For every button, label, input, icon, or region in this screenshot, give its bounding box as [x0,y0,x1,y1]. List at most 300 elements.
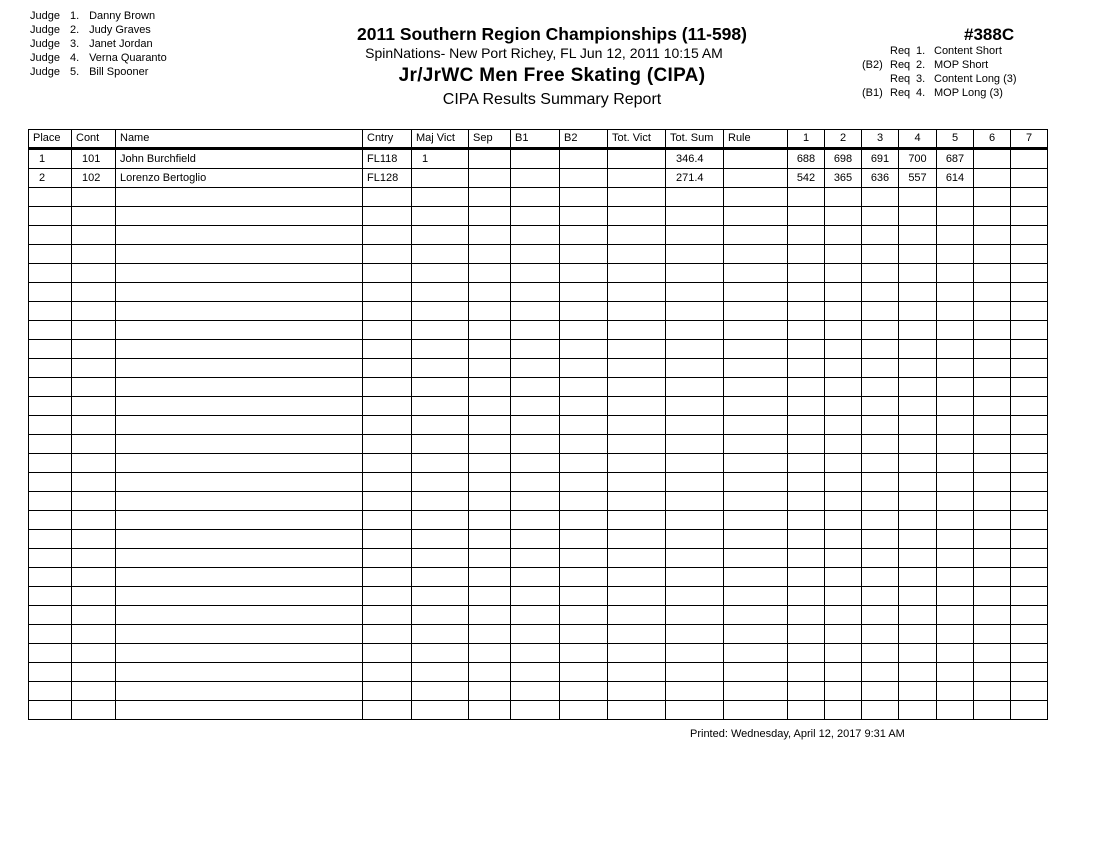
table-row-empty [29,226,1048,245]
cell-empty [608,321,666,340]
cell-empty [724,283,788,302]
cell-empty [72,264,116,283]
cell-empty [511,606,560,625]
cell-empty [974,606,1011,625]
cell-empty [862,359,899,378]
cell-empty [724,378,788,397]
table-row-empty [29,188,1048,207]
cell-empty [937,302,974,321]
cell-empty [666,663,724,682]
cell-empty [825,454,862,473]
cell-judge-1: 542 [788,169,825,188]
cell-empty [469,359,511,378]
cell-empty [412,511,469,530]
cell-empty [974,340,1011,359]
cell-empty [899,188,937,207]
cell-empty [116,397,363,416]
cell-empty [788,549,825,568]
cell-empty [724,644,788,663]
cell-empty [29,435,72,454]
cell-empty [937,549,974,568]
cell-empty [788,625,825,644]
cell-empty [937,473,974,492]
cell-empty [825,264,862,283]
cell-empty [974,663,1011,682]
cell-empty [862,416,899,435]
cell-empty [29,207,72,226]
cell-b2 [560,149,608,169]
cell-empty [937,625,974,644]
cell-empty [666,340,724,359]
cell-empty [899,473,937,492]
cell-empty [974,378,1011,397]
cell-empty [560,321,608,340]
cell-empty [666,549,724,568]
cell-empty [666,397,724,416]
cell-empty [412,587,469,606]
table-row-empty [29,264,1048,283]
cell-empty [363,416,412,435]
competition-title: 2011 Southern Region Championships (11-598) [357,24,747,44]
cell-empty [788,644,825,663]
cell-empty [72,321,116,340]
cell-empty [862,226,899,245]
table-row-empty [29,397,1048,416]
cell-empty [937,663,974,682]
cell-empty [937,568,974,587]
cell-empty [608,568,666,587]
cell-empty [469,397,511,416]
cell-empty [666,492,724,511]
cell-empty [825,435,862,454]
cell-empty [116,283,363,302]
cell-empty [469,188,511,207]
cell-empty [974,416,1011,435]
cell-empty [825,226,862,245]
cell-empty [825,682,862,701]
table-row-empty [29,587,1048,606]
cell-place: 1 [29,149,72,169]
cell-empty [608,606,666,625]
cell-empty [937,587,974,606]
results-table [28,129,1048,720]
cell-empty [724,359,788,378]
cell-empty [469,416,511,435]
cell-empty [363,188,412,207]
cell-empty [511,701,560,720]
col-header-b2: B2 [560,130,608,149]
cell-empty [608,435,666,454]
cell-judge-3: 691 [862,149,899,169]
cell-empty [937,530,974,549]
cell-empty [1011,207,1048,226]
table-row [29,149,1048,169]
col-header-judge-1: 1 [788,130,825,149]
cell-empty [511,321,560,340]
cell-empty [72,682,116,701]
cell-empty [116,473,363,492]
cell-empty [1011,701,1048,720]
cell-empty [29,378,72,397]
col-header-judge-6: 6 [974,130,1011,149]
cell-empty [788,207,825,226]
cell-empty [608,226,666,245]
cell-empty [560,359,608,378]
cell-empty [937,226,974,245]
table-row-empty [29,283,1048,302]
cell-empty [363,492,412,511]
cell-empty [116,587,363,606]
cell-empty [862,530,899,549]
table-row-empty [29,625,1048,644]
cell-b2 [560,169,608,188]
cell-empty [560,435,608,454]
cell-empty [116,568,363,587]
cell-empty [560,587,608,606]
cell-empty [974,530,1011,549]
cell-empty [788,283,825,302]
cell-empty [974,682,1011,701]
cell-empty [72,492,116,511]
table-row-empty [29,245,1048,264]
cell-empty [560,701,608,720]
cell-empty [825,340,862,359]
cell-sep [469,149,511,169]
cell-empty [899,568,937,587]
cell-empty [724,682,788,701]
cell-empty [899,530,937,549]
cell-empty [1011,283,1048,302]
cell-empty [116,435,363,454]
cell-empty [974,226,1011,245]
judge-entry: Judge 1. Danny Brown [30,10,156,22]
cell-empty [862,245,899,264]
col-header-rule: Rule [724,130,788,149]
cell-empty [72,359,116,378]
cell-empty [560,378,608,397]
cell-empty [469,473,511,492]
cell-empty [363,321,412,340]
cell-empty [511,207,560,226]
cell-empty [862,207,899,226]
cell-empty [937,264,974,283]
cell-empty [116,454,363,473]
cell-empty [560,340,608,359]
cell-empty [724,511,788,530]
cell-empty [412,606,469,625]
cell-empty [937,701,974,720]
cell-empty [1011,264,1048,283]
cell-empty [666,625,724,644]
cell-empty [788,397,825,416]
cell-empty [788,302,825,321]
col-header-judge-7: 7 [1011,130,1048,149]
cell-empty [412,568,469,587]
cell-empty [724,568,788,587]
printed-timestamp: Printed: Wednesday, April 12, 2017 9:31 AM [690,728,905,740]
cell-empty [511,226,560,245]
cell-empty [724,454,788,473]
col-header-tot-sum: Tot. Sum [666,130,724,149]
cell-empty [666,188,724,207]
cell-empty [1011,663,1048,682]
cell-empty [788,245,825,264]
cell-empty [560,245,608,264]
cell-empty [974,701,1011,720]
cell-empty [72,606,116,625]
cell-empty [560,625,608,644]
cell-empty [469,492,511,511]
cell-place: 2 [29,169,72,188]
cell-empty [116,549,363,568]
cell-empty [29,397,72,416]
cell-empty [899,454,937,473]
cell-empty [862,397,899,416]
cell-empty [666,682,724,701]
cell-empty [862,473,899,492]
cell-empty [1011,587,1048,606]
col-header-judge-5: 5 [937,130,974,149]
cell-empty [666,245,724,264]
cell-empty [937,207,974,226]
cell-empty [511,587,560,606]
cell-empty [511,625,560,644]
cell-empty [666,378,724,397]
cell-empty [412,625,469,644]
cell-empty [363,378,412,397]
cell-empty [788,568,825,587]
cell-empty [724,435,788,454]
cell-empty [862,454,899,473]
cell-empty [116,530,363,549]
cell-empty [560,492,608,511]
cell-empty [29,321,72,340]
cell-empty [1011,435,1048,454]
cell-empty [937,283,974,302]
cell-empty [608,378,666,397]
cell-empty [29,264,72,283]
cell-empty [72,340,116,359]
cell-empty [788,378,825,397]
cell-empty [412,378,469,397]
cell-empty [511,473,560,492]
cell-empty [363,549,412,568]
cell-empty [560,226,608,245]
cell-empty [974,245,1011,264]
cell-cntry: FL128 [363,169,412,188]
event-title: Jr/JrWC Men Free Skating (CIPA) [398,65,706,86]
cell-empty [511,682,560,701]
cell-empty [560,302,608,321]
cell-empty [974,549,1011,568]
cell-empty [825,473,862,492]
cell-empty [899,625,937,644]
cell-empty [469,454,511,473]
cell-empty [412,245,469,264]
cell-empty [1011,644,1048,663]
cell-empty [412,644,469,663]
cell-empty [29,340,72,359]
table-row-empty [29,549,1048,568]
cell-empty [560,264,608,283]
cell-empty [560,454,608,473]
cell-empty [825,644,862,663]
cell-empty [724,207,788,226]
cell-empty [937,188,974,207]
cell-empty [511,663,560,682]
cell-empty [825,701,862,720]
cell-empty [862,644,899,663]
judge-entry: Judge 3. Janet Jordan [30,38,153,50]
cell-empty [788,454,825,473]
cell-empty [29,587,72,606]
cell-empty [560,188,608,207]
cell-judge-4: 557 [899,169,937,188]
cell-empty [825,625,862,644]
cell-empty [862,663,899,682]
cell-empty [560,530,608,549]
cell-empty [608,511,666,530]
cell-empty [974,644,1011,663]
cell-empty [1011,416,1048,435]
cell-empty [72,188,116,207]
cell-empty [788,606,825,625]
cell-empty [412,188,469,207]
cell-empty [116,359,363,378]
cell-empty [899,682,937,701]
cell-empty [825,378,862,397]
cell-empty [560,473,608,492]
cell-empty [469,378,511,397]
table-row-empty [29,378,1048,397]
cell-empty [1011,188,1048,207]
cell-empty [724,397,788,416]
cell-empty [788,435,825,454]
cell-empty [363,530,412,549]
cell-empty [412,302,469,321]
cell-empty [974,435,1011,454]
cell-empty [666,530,724,549]
cell-tot-sum: 271.4 [666,169,724,188]
cell-empty [825,587,862,606]
cell-empty [363,473,412,492]
cell-empty [899,492,937,511]
col-header-judge-3: 3 [862,130,899,149]
cell-cntry: FL118 [363,149,412,169]
cell-empty [412,226,469,245]
cell-empty [412,207,469,226]
cell-judge-2: 698 [825,149,862,169]
cell-empty [937,378,974,397]
cell-empty [1011,302,1048,321]
cell-empty [412,435,469,454]
cell-empty [825,302,862,321]
cell-empty [29,359,72,378]
cell-empty [412,701,469,720]
venue-datetime: SpinNations- New Port Richey, FL Jun 12, 2011 10:15 AM [365,45,723,61]
cell-empty [511,264,560,283]
cell-empty [788,701,825,720]
cell-empty [511,549,560,568]
cell-empty [1011,397,1048,416]
cell-empty [29,416,72,435]
cell-empty [469,625,511,644]
cell-empty [29,492,72,511]
cell-empty [469,207,511,226]
cell-empty [469,435,511,454]
cell-empty [469,302,511,321]
cell-empty [363,663,412,682]
cell-empty [862,701,899,720]
cell-empty [511,435,560,454]
cell-empty [72,283,116,302]
cell-maj-vict: 1 [412,149,469,169]
table-row-empty [29,644,1048,663]
cell-empty [862,321,899,340]
cell-empty [469,587,511,606]
cell-empty [862,492,899,511]
cell-empty [974,625,1011,644]
table-row-empty [29,359,1048,378]
cell-empty [788,226,825,245]
cell-empty [862,625,899,644]
cell-empty [363,701,412,720]
cell-empty [666,454,724,473]
cell-empty [29,473,72,492]
cell-empty [974,511,1011,530]
cell-b1 [511,169,560,188]
table-header-row [29,130,1048,149]
cell-empty [1011,530,1048,549]
cell-empty [724,492,788,511]
cell-empty [469,682,511,701]
cell-empty [666,511,724,530]
cell-empty [862,511,899,530]
cell-empty [116,701,363,720]
cell-empty [1011,549,1048,568]
cell-empty [608,264,666,283]
cell-empty [511,245,560,264]
cell-empty [937,454,974,473]
cell-maj-vict [412,169,469,188]
cell-empty [862,340,899,359]
cell-empty [899,511,937,530]
cell-empty [899,435,937,454]
cell-empty [363,283,412,302]
cell-empty [899,587,937,606]
cell-judge-5: 614 [937,169,974,188]
cell-empty [72,416,116,435]
table-row-empty [29,606,1048,625]
cell-empty [469,701,511,720]
cell-judge-7 [1011,169,1048,188]
cell-empty [666,264,724,283]
cell-judge-1: 688 [788,149,825,169]
cell-empty [788,188,825,207]
cell-empty [937,245,974,264]
cell-empty [666,207,724,226]
cell-empty [788,587,825,606]
cell-empty [825,188,862,207]
cell-empty [1011,378,1048,397]
table-row-empty [29,473,1048,492]
cell-empty [899,340,937,359]
cell-empty [29,606,72,625]
cell-empty [666,606,724,625]
cell-empty [560,663,608,682]
cell-empty [412,340,469,359]
cell-empty [511,302,560,321]
